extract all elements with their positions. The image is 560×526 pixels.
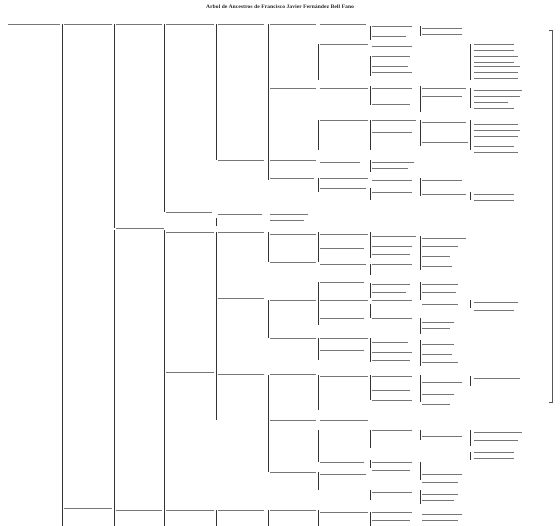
- ancestor-entry-line: [474, 66, 520, 67]
- generation-9-connector: [470, 120, 471, 150]
- ancestor-entry-line: [320, 234, 368, 235]
- ancestor-entry-line: [422, 284, 458, 285]
- generation-5-connector: [268, 88, 269, 160]
- generation-5-connector: [268, 420, 269, 472]
- ancestor-entry-line: [320, 474, 366, 475]
- ancestor-entry-line: [64, 508, 112, 509]
- ancestor-entry-line: [166, 510, 214, 511]
- generation-1-connector: [62, 24, 63, 526]
- ancestor-entry-line: [270, 262, 316, 263]
- generation-7-connector: [370, 304, 371, 318]
- generation-4-connector: [216, 24, 217, 160]
- ancestor-entry-line: [422, 34, 462, 35]
- ancestor-entry-line: [422, 88, 466, 89]
- ancestor-entry-line: [270, 472, 316, 473]
- generation-7-connector: [370, 26, 371, 40]
- ancestor-entry-line: [270, 510, 316, 511]
- ancestor-entry-line: [372, 66, 408, 67]
- ancestor-entry-line: [166, 212, 212, 213]
- ancestor-entry-line: [372, 462, 412, 463]
- ancestor-entry-line: [422, 382, 462, 383]
- ancestor-entry-line: [474, 108, 514, 109]
- generation-4-connector: [216, 300, 217, 420]
- ancestor-entry-line: [218, 232, 264, 233]
- ancestor-entry-line: [422, 520, 458, 521]
- generation-7-connector: [370, 490, 371, 500]
- ancestor-entry-line: [320, 318, 364, 319]
- ancestor-entry-line: [422, 394, 454, 395]
- generation-9-connector: [470, 44, 471, 80]
- ancestor-entry-line: [116, 510, 162, 511]
- ancestor-entry-line: [270, 220, 304, 221]
- generation-8-connector: [420, 282, 421, 300]
- ancestor-entry-line: [372, 360, 410, 361]
- ancestor-entry-line: [320, 462, 364, 463]
- ancestor-entry-line: [270, 420, 316, 421]
- ancestor-entry-line: [270, 178, 314, 179]
- generation-9-connector: [470, 452, 471, 460]
- generation-7-connector: [370, 232, 371, 258]
- ancestor-entry-line: [422, 304, 458, 305]
- generation-8-connector: [420, 120, 421, 146]
- ancestor-entry-line: [372, 352, 412, 353]
- ancestor-entry-line: [320, 88, 368, 89]
- ancestor-entry-line: [218, 24, 264, 25]
- generation-4-connector: [216, 510, 217, 526]
- generation-7-connector: [370, 120, 371, 150]
- generation-6-connector: [318, 430, 319, 462]
- ancestor-entry-line: [270, 234, 316, 235]
- ancestor-entry-line: [422, 266, 452, 267]
- ancestor-entry-line: [372, 254, 410, 255]
- generation-7-connector: [370, 375, 371, 400]
- ancestor-entry-line: [372, 120, 416, 121]
- ancestor-entry-line: [372, 72, 412, 73]
- ancestor-entry-line: [422, 238, 466, 239]
- ancestor-entry-line: [372, 132, 412, 133]
- ancestor-entry-line: [372, 88, 412, 89]
- ancestor-entry-line: [422, 436, 462, 437]
- generation-5-connector: [268, 510, 269, 526]
- ancestor-entry-line: [372, 342, 408, 343]
- ancestor-entry-line: [474, 96, 520, 97]
- ancestor-entry-line: [474, 130, 520, 131]
- ancestor-entry-line: [372, 318, 412, 319]
- ancestor-entry-line: [372, 284, 410, 285]
- generation-5-connector: [268, 300, 269, 338]
- generation-8-connector: [420, 178, 421, 196]
- ancestor-entry-line: [422, 292, 456, 293]
- generation-6-connector: [318, 232, 319, 262]
- generation-8-connector: [420, 86, 421, 112]
- generation-9-connector: [470, 376, 471, 386]
- ancestor-entry-line: [372, 246, 412, 247]
- generation-5-connector: [268, 375, 269, 420]
- ancestor-entry-line: [422, 322, 454, 323]
- ancestor-entry-line: [218, 160, 264, 161]
- generation-5-connector: [268, 24, 269, 88]
- ancestor-entry-line: [64, 24, 112, 25]
- ancestor-entry-line: [320, 338, 368, 339]
- ancestor-entry-line: [372, 180, 412, 181]
- ancestor-entry-line: [270, 374, 316, 375]
- ancestor-entry-line: [422, 494, 458, 495]
- ancestor-entry-line: [372, 292, 406, 293]
- ancestor-entry-line: [422, 344, 454, 345]
- generation-8-connector: [420, 236, 421, 270]
- ancestor-entry-line: [422, 122, 466, 123]
- ancestor-entry-line: [372, 264, 412, 265]
- ancestor-entry-line: [474, 44, 514, 45]
- ancestor-entry-line: [372, 470, 410, 471]
- ancestor-entry-line: [218, 510, 264, 511]
- ancestor-entry-line: [218, 298, 264, 299]
- scrollbar[interactable]: [552, 30, 553, 402]
- ancestor-entry-line: [320, 24, 366, 25]
- ancestor-entry-line: [474, 56, 518, 57]
- generation-8-connector: [420, 462, 421, 480]
- generation-6-connector: [318, 178, 319, 192]
- ancestor-entry-line: [372, 390, 410, 391]
- ancestor-entry-line: [474, 200, 514, 201]
- generation-6-connector: [318, 44, 319, 80]
- generation-7-connector: [370, 338, 371, 362]
- generation-7-connector: [370, 460, 371, 468]
- ancestor-entry-line: [422, 180, 462, 181]
- ancestor-entry-line: [372, 400, 412, 401]
- generation-7-connector: [370, 283, 371, 298]
- ancestor-entry-line: [320, 282, 364, 283]
- ancestor-entry-line: [474, 146, 514, 147]
- generation-6-connector: [318, 120, 319, 150]
- ancestor-entry-line: [166, 24, 214, 25]
- ancestor-entry-line: [474, 152, 518, 153]
- ancestor-entry-line: [422, 142, 468, 143]
- ancestor-entry-line: [474, 378, 520, 379]
- ancestor-entry-line: [116, 228, 164, 229]
- ancestor-entry-line: [422, 482, 458, 483]
- ancestor-entry-line: [474, 194, 514, 195]
- ancestor-entry-line: [474, 452, 514, 453]
- generation-6-connector: [318, 282, 319, 325]
- ancestor-entry-line: [372, 36, 406, 37]
- ancestor-entry-line: [166, 372, 214, 373]
- generation-3-connector: [164, 230, 165, 526]
- ancestor-entry-line: [372, 46, 412, 47]
- ancestor-entry-line: [372, 492, 412, 493]
- ancestor-entry-line: [474, 124, 518, 125]
- ancestor-entry-line: [474, 310, 514, 311]
- generation-8-connector: [420, 375, 421, 402]
- ancestor-entry-line: [320, 350, 364, 351]
- ancestor-entry-line: [372, 300, 412, 301]
- ancestor-entry-line: [474, 102, 508, 103]
- generation-6-connector: [318, 510, 319, 526]
- ancestor-entry-line: [320, 248, 364, 249]
- ancestor-entry-line: [474, 62, 514, 63]
- ancestor-entry-line: [422, 362, 458, 363]
- ancestor-entry-line: [8, 24, 60, 25]
- generation-6-connector: [318, 375, 319, 410]
- ancestor-entry-line: [372, 512, 412, 513]
- generation-9-connector: [470, 430, 471, 446]
- generation-8-connector: [420, 340, 421, 366]
- generation-6-connector: [318, 472, 319, 490]
- ancestor-entry-line: [270, 24, 316, 25]
- generation-5-connector: [268, 232, 269, 262]
- ancestor-entry-line: [474, 432, 522, 433]
- generation-7-connector: [370, 430, 371, 448]
- document-title: Arbol de Ancestros de Francisco Javier Fernández Bell Fano: [206, 4, 354, 10]
- ancestor-entry-line: [422, 96, 462, 97]
- ancestor-entry-line: [372, 520, 410, 521]
- ancestor-entry-line: [166, 232, 214, 233]
- ancestor-entry-line: [422, 194, 466, 195]
- ancestor-entry-line: [372, 192, 412, 193]
- ancestor-entry-line: [218, 374, 264, 375]
- ancestor-entry-line: [270, 214, 308, 215]
- ancestor-entry-line: [320, 512, 368, 513]
- ancestor-entry-line: [372, 26, 412, 27]
- ancestor-entry-line: [320, 44, 368, 45]
- ancestor-entry-line: [474, 302, 518, 303]
- ancestor-entry-line: [218, 214, 262, 215]
- ancestor-entry-line: [474, 72, 518, 73]
- ancestor-entry-line: [422, 514, 462, 515]
- ancestor-entry-line: [372, 162, 414, 163]
- ancestor-entry-line: [372, 56, 410, 57]
- ancestor-entry-line: [422, 474, 462, 475]
- ancestor-entry-line: [270, 300, 316, 301]
- generation-4-connector: [216, 218, 217, 226]
- generation-7-connector: [370, 160, 371, 172]
- ancestor-entry-line: [474, 78, 518, 79]
- generation-5-connector: [268, 160, 269, 180]
- ancestor-entry-line: [320, 162, 360, 163]
- ancestor-entry-line: [372, 168, 408, 169]
- scrollbar-bottom-cap: [549, 402, 553, 403]
- ancestor-entry-line: [320, 420, 368, 421]
- ancestor-entry-line: [474, 458, 514, 459]
- ancestor-entry-line: [270, 160, 316, 161]
- ancestor-entry-line: [372, 236, 416, 237]
- ancestor-entry-line: [422, 354, 452, 355]
- ancestor-entry-line: [116, 24, 162, 25]
- generation-4-connector: [216, 232, 217, 300]
- generation-7-connector: [370, 264, 371, 275]
- ancestor-entry-line: [422, 256, 450, 257]
- ancestor-entry-line: [474, 440, 518, 441]
- ancestor-entry-line: [320, 300, 368, 301]
- ancestor-entry-line: [270, 88, 316, 89]
- generation-8-connector: [420, 318, 421, 334]
- ancestor-entry-line: [422, 328, 450, 329]
- scrollbar-top-cap: [549, 30, 553, 31]
- generation-7-connector: [370, 512, 371, 526]
- ancestor-entry-line: [270, 338, 316, 339]
- generation-9-connector: [470, 192, 471, 200]
- generation-7-connector: [370, 86, 371, 105]
- generation-7-connector: [370, 188, 371, 200]
- generation-9-connector: [470, 88, 471, 108]
- ancestor-entry-line: [320, 188, 366, 189]
- ancestor-entry-line: [474, 50, 514, 51]
- ancestor-entry-line: [422, 28, 462, 29]
- ancestor-entry-line: [320, 178, 368, 179]
- generation-2-connector: [114, 230, 115, 526]
- ancestor-entry-line: [422, 500, 454, 501]
- ancestor-entry-line: [372, 430, 412, 431]
- generation-8-connector: [420, 490, 421, 504]
- ancestor-entry-line: [320, 376, 368, 377]
- generation-9-connector: [470, 300, 471, 308]
- ancestor-entry-line: [372, 376, 412, 377]
- ancestor-entry-line: [422, 404, 450, 405]
- generation-7-connector: [370, 56, 371, 76]
- generation-8-connector: [420, 430, 421, 440]
- ancestor-entry-line: [372, 104, 410, 105]
- generation-2-connector: [114, 24, 115, 228]
- ancestor-entry-line: [320, 120, 368, 121]
- generation-3-connector: [164, 24, 165, 212]
- generation-6-connector: [318, 338, 319, 360]
- ancestor-entry-line: [474, 136, 518, 137]
- ancestor-entry-line: [320, 264, 366, 265]
- ancestor-entry-line: [422, 246, 458, 247]
- ancestor-entry-line: [474, 90, 522, 91]
- generation-8-connector: [420, 26, 421, 36]
